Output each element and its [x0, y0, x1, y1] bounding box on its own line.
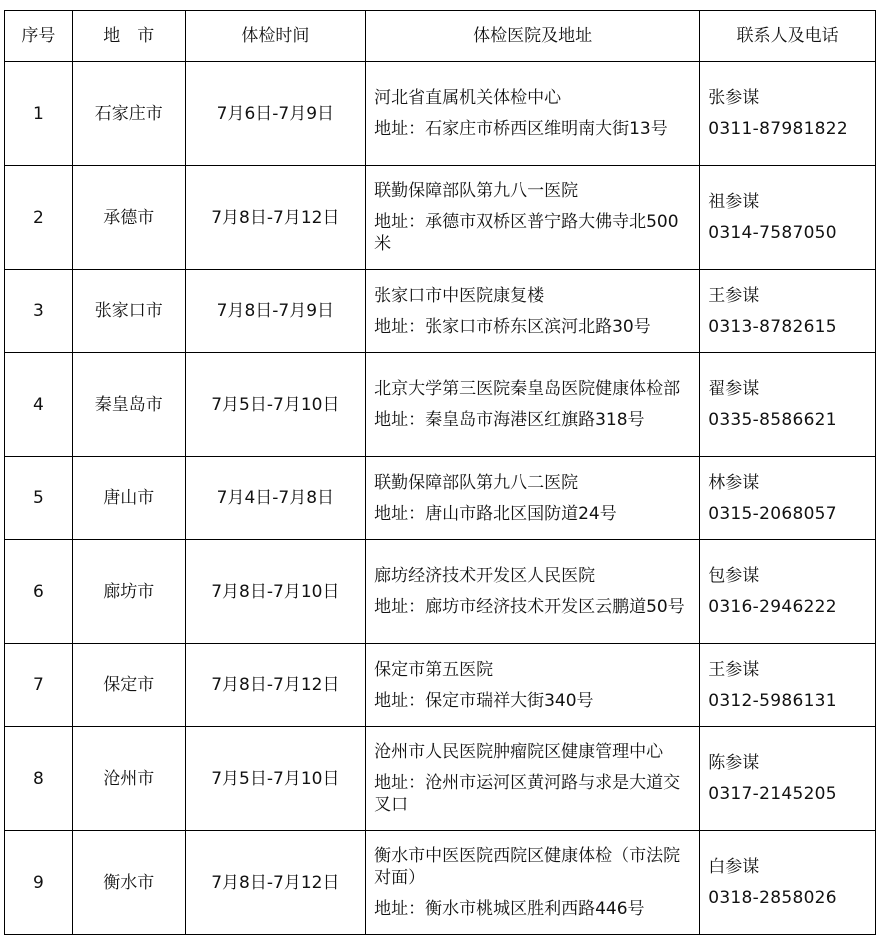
city-cell: 廊坊市: [72, 540, 185, 644]
contact-phone: 0314-7587050: [708, 223, 837, 243]
hospital-cell: [366, 727, 700, 831]
contact-phone: 0316-2946222: [708, 597, 837, 617]
contact-person: 陈参谋: [708, 753, 760, 773]
contact-person: 林参谋: [708, 472, 760, 493]
contact-phone: 0312-5986131: [708, 690, 837, 711]
table-row: [5, 540, 876, 644]
contact-person: 白参谋: [708, 857, 760, 877]
hospital-address: 地址：承德市双桥区普宁路大佛寺北500米: [374, 212, 679, 254]
hospital-name: 张家口市中医院康复楼: [374, 285, 545, 306]
hospital-name: 衡水市中医医院西院区健康体检（市法院对面）: [374, 846, 681, 888]
hospital-address: 地址：秦皇岛市海港区红旗路318号: [374, 410, 645, 430]
contact-cell: [700, 457, 876, 540]
header-no: 序号: [5, 11, 73, 62]
hospital-name: 北京大学第三医院秦皇岛医院健康体检部: [374, 379, 681, 399]
table-row: [5, 644, 876, 727]
contact-cell: [700, 644, 876, 727]
table-row: [5, 457, 876, 540]
hospital-cell: [366, 166, 700, 270]
contact-phone: 0318-2858026: [708, 888, 837, 908]
city-cell: 秦皇岛市: [72, 353, 185, 457]
row-number: 4: [5, 353, 73, 457]
contact-cell: [700, 540, 876, 644]
date-cell: 7月5日-7月10日: [185, 727, 366, 831]
city-cell: 张家口市: [72, 270, 185, 353]
contact-person: 张参谋: [708, 88, 760, 108]
hospital-name: 廊坊经济技术开发区人民医院: [374, 566, 596, 586]
hospital-name: 联勤保障部队第九八二医院: [374, 472, 579, 493]
row-number: 9: [5, 831, 73, 935]
table-row: [5, 62, 876, 166]
table-row: [5, 353, 876, 457]
city-cell: 石家庄市: [72, 62, 185, 166]
city-cell: 保定市: [72, 644, 185, 727]
date-cell: 7月8日-7月9日: [185, 270, 366, 353]
header-hospital: 体检医院及地址: [366, 11, 700, 62]
contact-cell: [700, 831, 876, 935]
date-cell: 7月8日-7月12日: [185, 831, 366, 935]
hospital-name: 河北省直属机关体检中心: [374, 88, 562, 108]
hospital-name: 保定市第五医院: [374, 659, 494, 680]
table-row: [5, 727, 876, 831]
hospital-cell: [366, 831, 700, 935]
date-cell: 7月8日-7月12日: [185, 166, 366, 270]
contact-phone: 0317-2145205: [708, 784, 837, 804]
table-header-row: [5, 11, 876, 62]
table-body: [5, 62, 876, 935]
contact-phone: 0315-2068057: [708, 503, 837, 524]
hospital-name: 联勤保障部队第九八一医院: [374, 181, 579, 201]
row-number: 7: [5, 644, 73, 727]
hospital-cell: [366, 353, 700, 457]
row-number: 2: [5, 166, 73, 270]
row-number: 8: [5, 727, 73, 831]
date-cell: 7月6日-7月9日: [185, 62, 366, 166]
contact-person: 包参谋: [708, 566, 760, 586]
row-number: 6: [5, 540, 73, 644]
date-cell: 7月8日-7月12日: [185, 644, 366, 727]
contact-phone: 0311-87981822: [708, 119, 849, 139]
contact-person: 翟参谋: [708, 379, 760, 399]
physical-exam-schedule-table: [4, 10, 876, 935]
row-number: 5: [5, 457, 73, 540]
hospital-cell: [366, 457, 700, 540]
contact-person: 王参谋: [708, 285, 760, 306]
hospital-address: 地址：唐山市路北区国防道24号: [374, 503, 617, 524]
contact-cell: [700, 353, 876, 457]
hospital-address: 地址：张家口市桥东区滨河北路30号: [374, 316, 651, 337]
contact-phone: 0313-8782615: [708, 316, 837, 337]
hospital-address: 地址：沧州市运河区黄河路与求是大道交叉口: [374, 773, 681, 815]
table-row: [5, 270, 876, 353]
contact-person: 祖参谋: [708, 192, 760, 212]
date-cell: 7月5日-7月10日: [185, 353, 366, 457]
contact-person: 王参谋: [708, 659, 760, 680]
city-cell: 唐山市: [72, 457, 185, 540]
hospital-address: 地址：石家庄市桥西区维明南大街13号: [374, 119, 668, 139]
contact-cell: [700, 166, 876, 270]
hospital-cell: [366, 270, 700, 353]
city-cell: 承德市: [72, 166, 185, 270]
hospital-cell: [366, 62, 700, 166]
city-cell: 衡水市: [72, 831, 185, 935]
date-cell: 7月4日-7月8日: [185, 457, 366, 540]
contact-cell: [700, 727, 876, 831]
hospital-address: 地址：衡水市桃城区胜利西路446号: [374, 899, 645, 919]
contact-cell: [700, 62, 876, 166]
hospital-address: 地址：廊坊市经济技术开发区云鹏道50号: [374, 597, 685, 617]
hospital-name: 沧州市人民医院肿瘤院区健康管理中心: [374, 742, 664, 762]
header-city: 地 市: [72, 11, 185, 62]
city-cell: 沧州市: [72, 727, 185, 831]
hospital-address: 地址：保定市瑞祥大街340号: [374, 690, 594, 711]
header-date: 体检时间: [185, 11, 366, 62]
table-row: [5, 166, 876, 270]
row-number: 1: [5, 62, 73, 166]
table-row: [5, 831, 876, 935]
header-contact: 联系人及电话: [700, 11, 876, 62]
hospital-cell: [366, 644, 700, 727]
row-number: 3: [5, 270, 73, 353]
date-cell: 7月8日-7月10日: [185, 540, 366, 644]
hospital-cell: [366, 540, 700, 644]
contact-cell: [700, 270, 876, 353]
contact-phone: 0335-8586621: [708, 410, 837, 430]
